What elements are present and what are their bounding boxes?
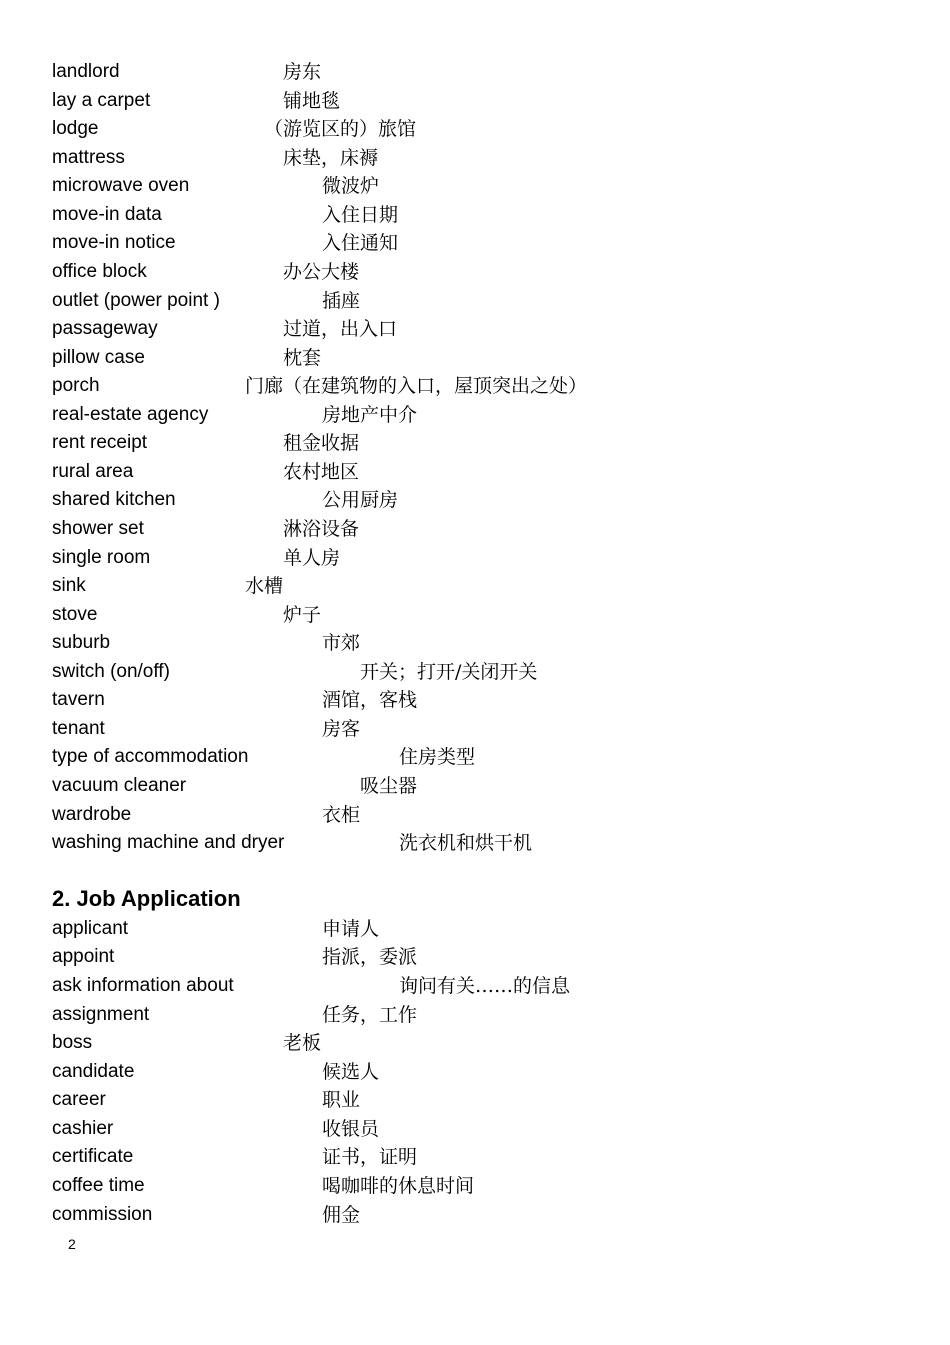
vocab-row	[0, 772, 950, 800]
vocab-row	[0, 1001, 950, 1029]
chinese-translation: 炉子	[283, 604, 322, 626]
english-term: certificate	[52, 1146, 134, 1167]
chinese-translation: 床垫，床褥	[283, 147, 379, 169]
vocab-row	[0, 544, 950, 572]
section-heading: 2. Job Application	[52, 886, 241, 911]
chinese-translation: 农村地区	[283, 461, 360, 483]
chinese-translation: 询问有关……的信息	[399, 975, 571, 997]
chinese-translation: 吸尘器	[360, 775, 418, 797]
english-term: appoint	[52, 946, 115, 967]
english-term: suburb	[52, 632, 111, 653]
vocab-row	[0, 172, 950, 200]
vocab-row	[0, 144, 950, 172]
vocab-row	[0, 486, 950, 514]
chinese-translation: 插座	[322, 290, 361, 312]
english-term: lay a carpet	[52, 90, 151, 111]
english-term: assignment	[52, 1004, 150, 1025]
english-term: career	[52, 1089, 106, 1110]
vocab-row	[0, 715, 950, 743]
english-term: candidate	[52, 1061, 135, 1082]
chinese-translation: 开关；打开/关闭开关	[360, 661, 538, 683]
vocab-row	[0, 629, 950, 657]
vocab-row	[0, 658, 950, 686]
chinese-translation: 证书，证明	[322, 1146, 418, 1168]
vocab-row	[0, 1201, 950, 1229]
english-term: lodge	[52, 118, 99, 139]
vocab-row	[0, 115, 950, 143]
chinese-translation: 洗衣机和烘干机	[399, 832, 533, 854]
english-term: ask information about	[52, 975, 234, 996]
vocab-row	[0, 801, 950, 829]
english-term: landlord	[52, 61, 120, 82]
english-term: office block	[52, 261, 147, 282]
chinese-translation: 房客	[322, 718, 361, 740]
english-term: type of accommodation	[52, 746, 249, 767]
english-term: tenant	[52, 718, 105, 739]
chinese-translation: 入住通知	[322, 232, 399, 254]
english-term: microwave oven	[52, 175, 190, 196]
english-term: cashier	[52, 1118, 114, 1139]
chinese-translation: 职业	[322, 1089, 361, 1111]
chinese-translation: 衣柜	[322, 804, 361, 826]
vocab-row	[0, 429, 950, 457]
english-term: rural area	[52, 461, 134, 482]
chinese-translation: 申请人	[322, 918, 380, 940]
vocab-row	[0, 87, 950, 115]
page-number: 2	[68, 1236, 76, 1252]
vocab-row	[0, 1172, 950, 1200]
english-term: coffee time	[52, 1175, 145, 1196]
english-term: porch	[52, 375, 100, 396]
chinese-translation: 老板	[283, 1032, 322, 1054]
english-term: stove	[52, 604, 98, 625]
chinese-translation: 微波炉	[322, 175, 380, 197]
vocab-row	[0, 829, 950, 857]
vocab-row	[0, 943, 950, 971]
chinese-translation: 办公大楼	[283, 261, 360, 283]
chinese-translation: 过道，出入口	[283, 318, 398, 340]
chinese-translation: 市郊	[322, 632, 361, 654]
vocab-row	[0, 572, 950, 600]
chinese-translation: 门廊（在建筑物的入口，屋顶突出之处）	[245, 375, 588, 397]
chinese-translation: 指派，委派	[322, 946, 418, 968]
chinese-translation: 公用厨房	[322, 489, 399, 511]
english-term: real-estate agency	[52, 404, 209, 425]
chinese-translation: 佣金	[322, 1204, 361, 1226]
english-term: vacuum cleaner	[52, 775, 187, 796]
chinese-translation: 水槽	[245, 575, 284, 597]
english-term: washing machine and dryer	[52, 832, 285, 853]
vocab-row	[0, 58, 950, 86]
english-term: applicant	[52, 918, 129, 939]
english-term: wardrobe	[52, 804, 132, 825]
vocab-row	[0, 1143, 950, 1171]
english-term: shower set	[52, 518, 144, 539]
vocab-row	[0, 258, 950, 286]
vocab-row	[0, 915, 950, 943]
english-term: single room	[52, 547, 151, 568]
vocab-row	[0, 1115, 950, 1143]
english-term: passageway	[52, 318, 158, 339]
chinese-translation: 租金收据	[283, 432, 360, 454]
chinese-translation: 淋浴设备	[283, 518, 360, 540]
chinese-translation: 收银员	[322, 1118, 380, 1140]
chinese-translation: 房东	[283, 61, 322, 83]
vocab-row	[0, 743, 950, 771]
vocab-row	[0, 458, 950, 486]
english-term: move-in data	[52, 204, 162, 225]
english-term: boss	[52, 1032, 93, 1053]
chinese-translation: 枕套	[283, 347, 322, 369]
english-term: outlet (power point )	[52, 290, 220, 311]
chinese-translation: 房地产中介	[322, 404, 418, 426]
vocab-row	[0, 1029, 950, 1057]
english-term: mattress	[52, 147, 125, 168]
vocab-row	[0, 344, 950, 372]
vocab-row	[0, 287, 950, 315]
chinese-translation: 酒馆，客栈	[322, 689, 418, 711]
vocab-row	[0, 601, 950, 629]
english-term: commission	[52, 1204, 153, 1225]
english-term: sink	[52, 575, 86, 596]
english-term: tavern	[52, 689, 105, 710]
english-term: rent receipt	[52, 432, 148, 453]
vocab-row	[0, 686, 950, 714]
chinese-translation: 单人房	[283, 547, 341, 569]
chinese-translation: （游览区的）旅馆	[264, 118, 417, 140]
vocab-row	[0, 401, 950, 429]
vocab-row	[0, 372, 950, 400]
vocab-row	[0, 972, 950, 1000]
chinese-translation: 铺地毯	[283, 90, 341, 112]
chinese-translation: 任务，工作	[322, 1004, 418, 1026]
english-term: shared kitchen	[52, 489, 176, 510]
english-term: switch (on/off)	[52, 661, 170, 682]
chinese-translation: 入住日期	[322, 204, 399, 226]
chinese-translation: 喝咖啡的休息时间	[322, 1175, 475, 1197]
vocab-row	[0, 229, 950, 257]
english-term: pillow case	[52, 347, 145, 368]
vocab-row	[0, 1058, 950, 1086]
vocab-row	[0, 515, 950, 543]
vocab-row	[0, 1086, 950, 1114]
vocab-row	[0, 315, 950, 343]
english-term: move-in notice	[52, 232, 176, 253]
vocab-row	[0, 201, 950, 229]
chinese-translation: 住房类型	[399, 746, 476, 768]
chinese-translation: 候选人	[322, 1061, 380, 1083]
